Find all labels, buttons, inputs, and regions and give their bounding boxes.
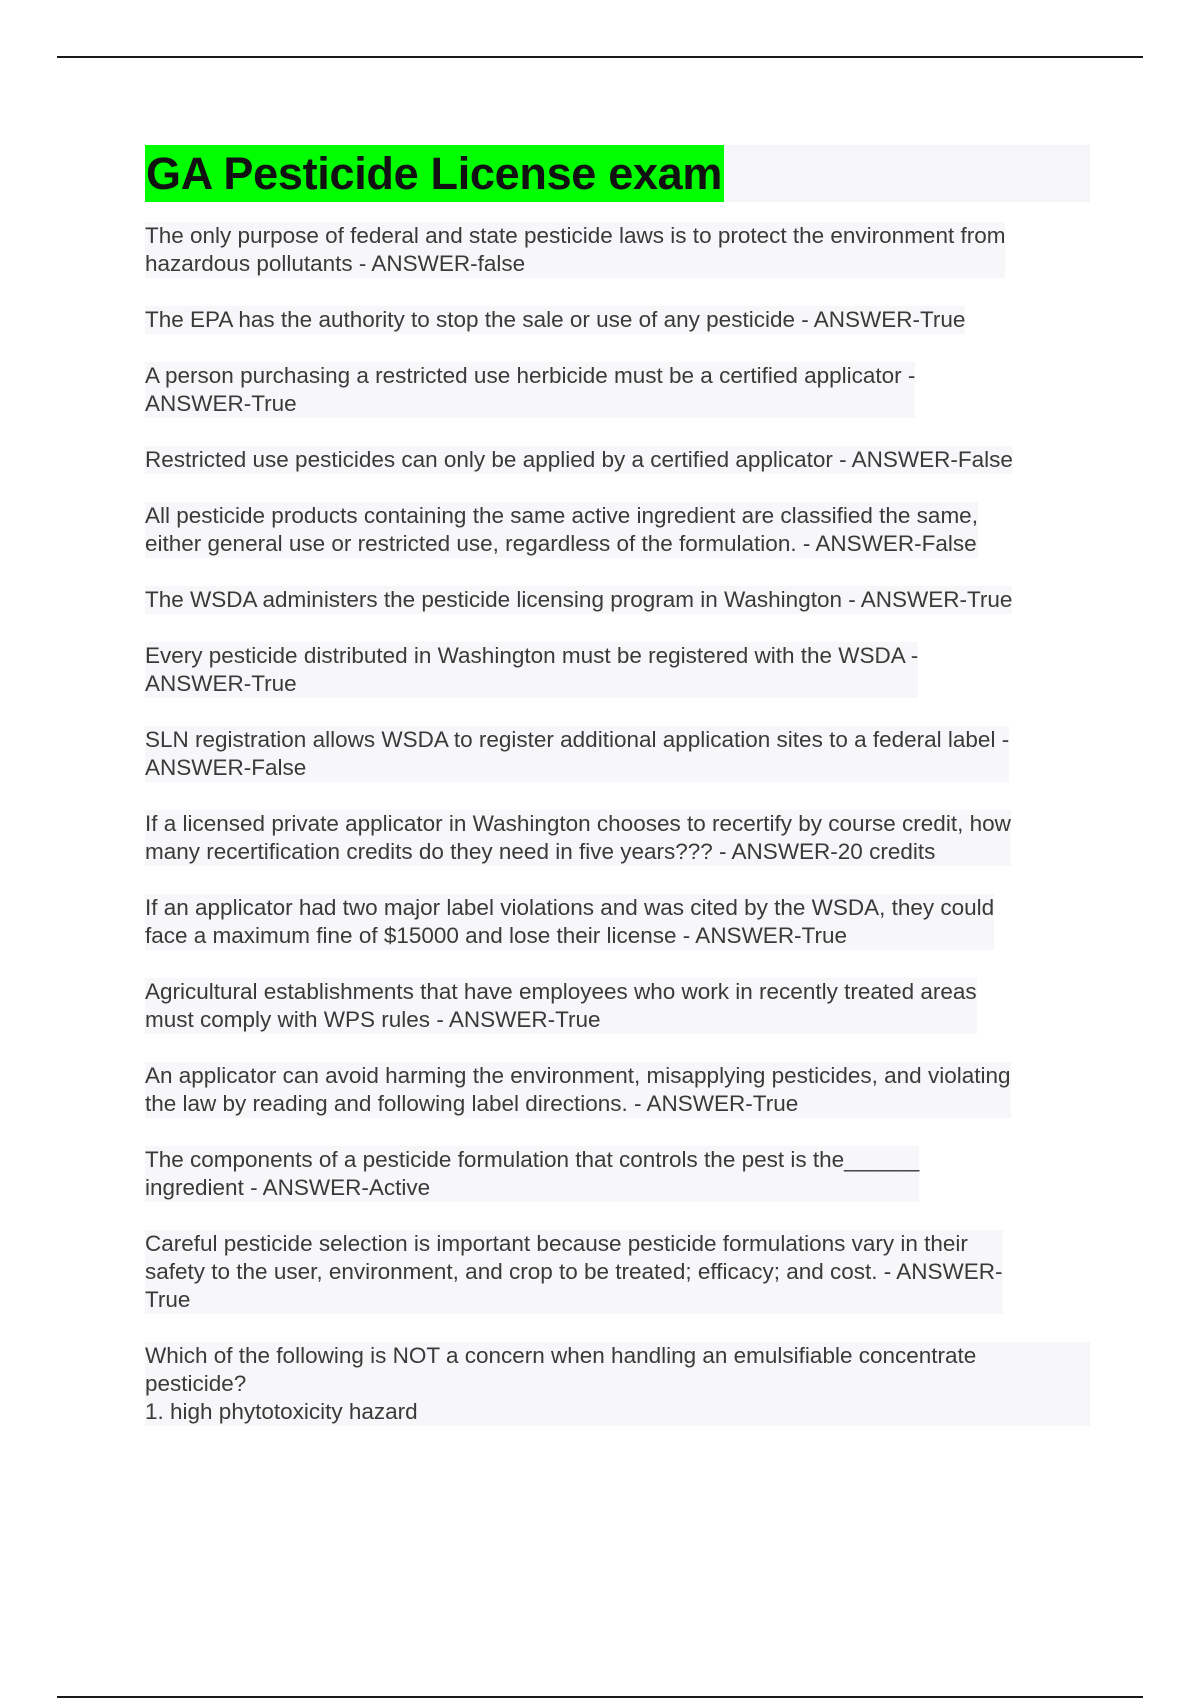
document-body: [145, 145, 1090, 1454]
question-list: [145, 222, 1090, 1426]
question-item: The EPA has the authority to stop the sale or use of any pesticide - ANSWER-True: [145, 307, 966, 332]
title-row: [145, 145, 1090, 202]
question-item: An applicator can avoid harming the environment, misapplying pesticides, and violating the law by reading and following label directions. - ANSWER-True: [145, 1063, 1011, 1116]
question-item: The components of a pesticide formulation that controls the pest is the______ ingredient - ANSWER-Active: [145, 1147, 920, 1200]
question-item: Every pesticide distributed in Washington must be registered with the WSDA - ANSWER-True: [145, 643, 919, 696]
question-item: Agricultural establishments that have employees who work in recently treated areas must comply with WPS rules - ANSWER-True: [145, 979, 977, 1032]
question-item: Which of the following is NOT a concern when handling an emulsifiable concentrate pesticide? 1. high phytotoxicity hazard: [145, 1342, 1090, 1426]
question-item: A person purchasing a restricted use herbicide must be a certified applicator - ANSWER-True: [145, 363, 916, 416]
header-rule: [57, 56, 1143, 58]
question-item: All pesticide products containing the same active ingredient are classified the same, either general use or restricted use, regardless of the formulation. - ANSWER-False: [145, 503, 978, 556]
question-item: The only purpose of federal and state pesticide laws is to protect the environment from hazardous pollutants - ANSWER-false: [145, 223, 1006, 276]
question-item: Careful pesticide selection is important because pesticide formulations vary in their safety to the user, environment, and crop to be treated; efficacy; and cost. - ANSWER- True: [145, 1231, 1003, 1312]
question-item: The WSDA administers the pesticide licensing program in Washington - ANSWER-True: [145, 587, 1013, 612]
question-item: If an applicator had two major label violations and was cited by the WSDA, they could face a maximum fine of $15000 and lose their license - ANSWER-True: [145, 895, 995, 948]
question-item: SLN registration allows WSDA to register additional application sites to a federal label - ANSWER-False: [145, 727, 1010, 780]
question-item: Restricted use pesticides can only be applied by a certified applicator - ANSWER-False: [145, 447, 1013, 472]
footer-rule: [57, 1696, 1143, 1698]
question-item: If a licensed private applicator in Washington chooses to recertify by course credit, how many recertification credits do they need in five years??? - ANSWER-20 credits: [145, 811, 1011, 864]
document-title: GA Pesticide License exam: [145, 145, 724, 202]
